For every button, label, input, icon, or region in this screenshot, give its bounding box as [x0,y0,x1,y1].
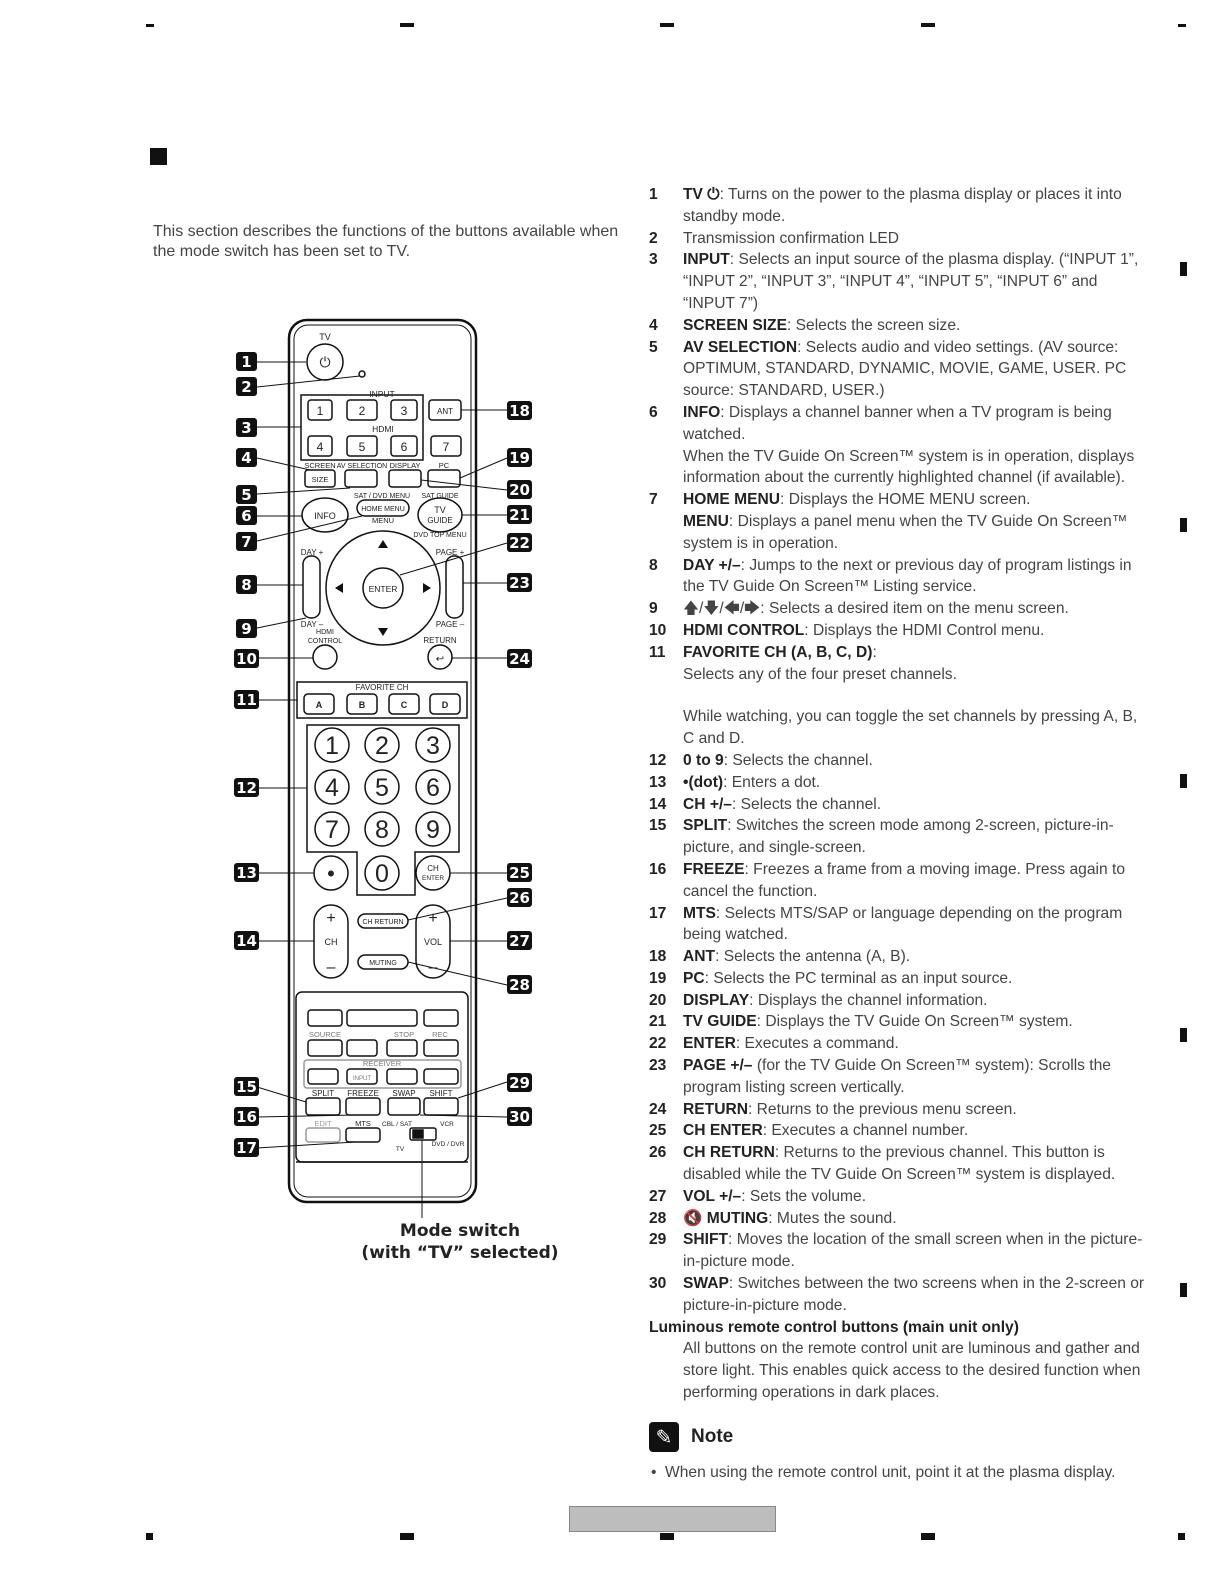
item-description: : Displays the HDMI Control menu. [804,621,1045,639]
callout-badge [507,505,532,524]
crop-mark [146,24,154,27]
intro-text: This section describes the functions of the buttons available when the mode switch has been set to TV. [153,223,619,260]
side-mark [1180,1028,1187,1042]
callout-badge [236,418,257,437]
item-title: DAY +/– [683,556,741,574]
svg-text:SAT / DVD MENU: SAT / DVD MENU [353,493,411,500]
item-title: ANT [683,948,716,966]
item-number: 17 [649,904,667,922]
svg-text:CONTROL: CONTROL [307,638,343,645]
svg-text:6: 6 [241,507,252,525]
list-item [649,642,1149,686]
svg-text:5: 5 [358,440,366,454]
item-title: 0 to 9 [683,751,724,769]
item-description: : Displays the TV Guide On Screen™ system. [756,1013,1073,1031]
svg-text:A: A [315,700,323,710]
svg-text:CH RETURN: CH RETURN [362,919,404,926]
item-description: : Returns to the previous channel. This button is disabled while the TV Guide On Screen™ system is displayed. [683,1144,1116,1184]
svg-text:DAY –: DAY – [300,620,324,629]
item-title: SPLIT [683,817,728,835]
item-description: : Returns to the previous menu screen. [747,1100,1017,1118]
svg-text:DAY +: DAY + [300,548,324,557]
list-item [649,859,1149,903]
callout-badge [236,448,257,467]
remote-label-input: INPUT [369,389,395,399]
item-number: 6 [649,403,658,421]
list-item [649,315,1149,337]
remote-label-hdmi: HDMI [372,424,394,434]
item-description: : Selects the antenna (A, B). [715,948,911,966]
svg-text:EDIT: EDIT [314,1119,332,1128]
item-title: VOL +/– [683,1187,742,1205]
svg-text:18: 18 [509,402,530,420]
svg-text:11: 11 [236,691,257,709]
item-description: : Selects the screen size. [786,316,961,334]
list-item [649,555,1149,599]
list-item [649,772,1149,794]
crop-mark [146,1533,153,1540]
item-description: : Displays the HOME MENU screen. [780,491,1031,509]
side-mark [1180,1283,1187,1297]
svg-text:7: 7 [442,440,450,454]
side-mark [1180,262,1187,276]
svg-text:MENU: MENU [371,516,395,525]
item-description: : Selects MTS/SAP or language depending on the program being watched. [683,904,1123,944]
item-number: 21 [649,1013,667,1031]
svg-text:9: 9 [426,816,440,844]
item-description: : Switches the screen mode among 2-screen, picture-in-picture, and single-screen. [683,817,1114,857]
item-number: 3 [649,251,658,269]
item-number: 19 [649,969,667,987]
svg-text:30: 30 [509,1108,530,1126]
svg-text:MTS: MTS [355,1119,371,1128]
item-number: 16 [649,860,667,878]
svg-text:–: – [428,959,438,976]
svg-text:B: B [358,700,366,710]
item-number: 14 [649,795,667,813]
crop-mark [921,1533,935,1540]
svg-text:VCR: VCR [440,1121,454,1128]
svg-text:9: 9 [241,620,252,638]
item-title: TV GUIDE [683,1013,757,1031]
svg-text:20: 20 [509,481,530,499]
luminous-text: All buttons on the remote control unit are luminous and gather and store light. This enables quick access to the desired function when performing operations in dark places. [683,1340,1141,1402]
item-title: INPUT [683,251,730,269]
svg-text:HOME MENU: HOME MENU [361,506,405,513]
svg-text:2: 2 [241,378,252,396]
item-title: PC [683,969,705,987]
svg-text:DVD TOP MENU: DVD TOP MENU [413,532,467,539]
svg-text:2: 2 [358,404,366,418]
callout-badge [507,649,532,668]
side-mark [1180,518,1187,532]
svg-text:SHIFT: SHIFT [429,1089,453,1098]
svg-text:8: 8 [375,816,389,844]
svg-text:STOP: STOP [393,1030,415,1039]
side-mark [1180,774,1187,788]
item-number: 12 [649,751,667,769]
callout-badge [234,1107,259,1126]
item-description: : Mutes the sound. [768,1209,897,1227]
item-title: 🔇 MUTING [683,1209,769,1227]
svg-text:3: 3 [426,732,440,760]
svg-text:1: 1 [325,732,339,760]
svg-text:10: 10 [236,650,257,668]
svg-text:7: 7 [325,816,339,844]
item-title: HOME MENU [683,491,781,509]
item-number: 13 [649,773,667,791]
svg-text:6: 6 [426,774,440,802]
svg-text:FAVORITE CH: FAVORITE CH [355,683,409,692]
svg-text:21: 21 [509,506,530,524]
note-box [649,1422,1149,1483]
item-description: : Selects audio and video settings. (AV source: OPTIMUM, STANDARD, DYNAMIC, MOVIE, GAME, USER. PC source: STANDARD, USER.) [683,338,1127,400]
item-title: INFO [683,403,721,421]
callout-badge [507,448,532,467]
item-title: SHIFT [683,1231,729,1249]
item-extra [683,446,1149,490]
svg-text:CBL / SAT: CBL / SAT [382,1121,412,1128]
luminous-title: Luminous remote control buttons (main unit only) [649,1318,1019,1336]
callout-badge [236,352,257,371]
item-number: 29 [649,1231,667,1249]
item-title: FAVORITE CH (A, B, C, D) [683,643,873,661]
callout-badge [236,485,257,504]
svg-text:5: 5 [241,486,252,504]
item-extra-text: When the TV Guide On Screen™ system is in operation, displays information about the currently highlighted channel (if available). [683,447,1135,487]
note-title: Note [691,1426,734,1447]
callout-badge [234,1138,259,1157]
callout-badge [234,1077,259,1096]
svg-text:SIZE: SIZE [311,475,329,484]
item-number: 23 [649,1057,667,1075]
item-title: CH RETURN [683,1144,775,1162]
svg-text:–: – [326,959,336,976]
svg-text:13: 13 [236,864,257,882]
button-function-list [649,184,1149,1404]
item-number: 28 [649,1209,667,1227]
item-title: AV SELECTION [683,338,798,356]
callout-badge [234,863,259,882]
svg-text:27: 27 [509,932,530,950]
item-title: ENTER [683,1035,736,1053]
svg-text:26: 26 [509,889,530,907]
item-description: : Turns on the power to the plasma display or places it into standby mode. [683,186,1122,225]
item-description: : Executes a channel number. [762,1122,969,1140]
item-description: : Enters a dot. [723,773,821,791]
svg-text:SAT GUIDE: SAT GUIDE [421,493,459,500]
svg-text:0: 0 [375,860,389,888]
callout-badge [234,778,259,797]
item-number: 20 [649,991,667,1009]
svg-text:7: 7 [241,533,252,551]
page-number-box [569,1506,776,1532]
svg-text:ENTER: ENTER [368,584,398,594]
svg-text:SWAP: SWAP [392,1089,416,1098]
crop-mark [921,23,935,27]
svg-text:SOURCE: SOURCE [308,1030,342,1039]
item-number: 26 [649,1144,667,1162]
item-description: (for the TV Guide On Screen™ system): Scrolls the program listing screen vertically. [683,1057,1111,1096]
callout-badge [507,1073,532,1092]
svg-text:GUIDE: GUIDE [427,516,453,525]
item-number: 8 [649,556,658,574]
list-item [649,1186,1149,1208]
item-number: 1 [649,186,658,203]
item-number: 27 [649,1187,667,1205]
item-number: 11 [649,643,666,661]
svg-text:3: 3 [400,404,408,418]
item-title: CH +/– [683,795,732,813]
item-number: 25 [649,1122,667,1140]
svg-text:FREEZE: FREEZE [347,1089,379,1098]
svg-text:4: 4 [325,774,339,802]
item-extra [683,511,1149,555]
callout-badge [507,1107,532,1126]
svg-text:VOL: VOL [423,937,443,947]
svg-text:RECEIVER: RECEIVER [362,1059,402,1068]
item-extra-text: Selects any of the four preset channels. [683,665,957,683]
item-description: : Selects an input source of the plasma display. (“INPUT 1”, “INPUT 2”, “INPUT 3”, “INPUT 4”, “INPUT 5”, “INPUT 6” and “INPUT 7”) [683,251,1139,312]
item-title: DISPLAY [683,991,750,1009]
svg-text:PAGE –: PAGE – [435,620,465,629]
item-title: FREEZE [683,860,745,878]
svg-text:HDMI: HDMI [316,629,334,636]
list-item [649,620,1149,642]
item-title: •(dot) [683,773,724,791]
callout-badge [234,649,259,668]
list-item [649,794,1149,816]
list-item [649,1229,1149,1273]
item-description: : Selects the PC terminal as an input source. [704,969,1013,987]
item-number: 18 [649,948,667,966]
list-item [649,1055,1149,1099]
item-description: : Selects the channel. [723,751,873,769]
item-number: 30 [649,1275,667,1293]
item-title: SCREEN SIZE [683,316,787,334]
item-description: 🡅/🡇/🡄/🡆: Selects a desired item on the menu screen. [683,600,1069,618]
svg-text:3: 3 [241,419,252,437]
item-number: 9 [649,600,658,618]
svg-text:25: 25 [509,864,530,882]
pencil-icon: ✎ [649,1422,679,1452]
item-description: Transmission confirmation LED [683,229,900,247]
svg-text:PC: PC [438,461,450,470]
svg-text:22: 22 [509,534,530,552]
crop-mark [400,1533,414,1540]
svg-text:PAGE +: PAGE + [435,548,465,557]
callout-badge [507,573,532,592]
svg-text:28: 28 [509,976,530,994]
callout-badge [507,863,532,882]
callout-badge [507,533,532,552]
item-extra-text: : Displays a panel menu when the TV Guide On Screen™ system is in operation. [683,512,1128,552]
svg-text:4: 4 [241,449,252,467]
section-square-marker [150,148,167,165]
list-item [649,990,1149,1012]
callout-badge [507,931,532,950]
item-number: 22 [649,1035,667,1053]
svg-text:1: 1 [316,404,324,418]
list-item [649,946,1149,968]
item-title: MTS [683,904,716,922]
svg-text:CH: CH [324,937,338,947]
remote-label-tv: TV [319,332,331,342]
callout-badge [236,619,257,638]
crop-mark [660,1533,674,1540]
svg-text:ENTER: ENTER [421,875,445,882]
item-title: RETURN [683,1100,748,1118]
svg-text:AV SELECTION: AV SELECTION [336,463,388,470]
remote-control-illustration [140,300,560,1220]
callout-badge [236,575,257,594]
svg-text:4: 4 [316,440,324,454]
svg-text:+: + [428,910,438,927]
item-description: : Moves the location of the small screen when in the picture-in-picture mode. [683,1231,1143,1271]
svg-text:SCREEN: SCREEN [304,461,336,470]
item-title: TV ⏻ [683,186,720,203]
svg-text:C: C [400,700,408,710]
item-description: : Displays a channel banner when a TV program is being watched. [683,403,1112,443]
crop-mark [400,23,414,27]
item-number: 15 [649,817,667,835]
list-item [649,1142,1149,1186]
list-item [649,1120,1149,1142]
list-item [649,968,1149,990]
svg-text:29: 29 [509,1074,530,1092]
crop-mark [660,23,674,27]
list-item [649,228,1149,250]
svg-text:DVD / DVR: DVD / DVR [431,1141,465,1148]
item-extra [683,664,1149,686]
svg-text:+: + [326,910,336,927]
item-description: : Switches between the two screens when in the 2-screen or picture-in-picture mode. [683,1275,1145,1314]
svg-text:TV: TV [434,505,446,515]
callout-badge [236,377,257,396]
list-item [649,1208,1149,1230]
svg-text:DISPLAY: DISPLAY [389,461,421,470]
callout-badge [507,975,532,994]
mode-switch-caption: Mode switch (with “TV” selected) [361,1221,559,1263]
svg-text:14: 14 [236,932,257,950]
callout-badge [234,931,259,950]
list-item [649,903,1149,947]
svg-text:24: 24 [509,650,530,668]
list-item [649,1011,1149,1033]
svg-text:REC: REC [432,1030,448,1039]
svg-text:5: 5 [375,774,389,802]
svg-text:19: 19 [509,449,530,467]
item-description: : Displays the channel information. [749,991,988,1009]
list-item [649,249,1149,314]
svg-text:8: 8 [241,576,252,594]
list-item [649,184,1149,228]
svg-text:MUTING: MUTING [369,960,397,967]
svg-text:CH: CH [427,864,439,873]
callout-badge [236,532,257,551]
list-item [649,750,1149,772]
callout-badge [507,888,532,907]
svg-text:17: 17 [236,1139,257,1157]
crop-mark [1178,1533,1185,1540]
list-item [649,489,1149,554]
item-number: 7 [649,491,658,509]
item-number: 2 [649,229,658,247]
svg-text:12: 12 [236,779,257,797]
svg-text:•: • [327,861,335,886]
svg-text:TV: TV [395,1146,405,1153]
item-description: : [872,643,877,661]
svg-text:INPUT: INPUT [353,1076,371,1082]
list-item [649,402,1149,489]
item-number: 4 [649,316,658,334]
svg-text:16: 16 [236,1108,257,1126]
crop-mark [1178,24,1186,27]
item-title: HDMI CONTROL [683,621,805,639]
remote-label-ant: ANT [437,407,453,416]
favorite-note: While watching, you can toggle the set channels by pressing A, B, C and D. [683,708,1138,748]
svg-text:D: D [441,700,449,710]
item-number: 24 [649,1100,667,1118]
item-extra-title: MENU [683,512,729,530]
note-bullet: • When using the remote control unit, point it at the plasma display. [649,1462,1149,1483]
svg-text:↩: ↩ [435,654,445,665]
svg-text:23: 23 [509,574,530,592]
svg-text:6: 6 [400,440,408,454]
list-item [649,1033,1149,1055]
list-item [649,1273,1149,1317]
svg-text:15: 15 [236,1078,257,1096]
list-item [649,337,1149,402]
item-description: : Jumps to the next or previous day of program listings in the TV Guide On Screen™ Listing service. [683,556,1132,596]
svg-text:2: 2 [375,732,389,760]
list-item [649,598,1149,620]
callout-badge [234,690,259,709]
svg-text:SPLIT: SPLIT [311,1089,335,1098]
item-number: 10 [649,621,667,639]
callout-badge [507,401,532,420]
item-title: SWAP [683,1275,729,1293]
svg-text:RETURN: RETURN [423,636,457,645]
item-description: : Selects the channel. [731,795,882,813]
item-title: PAGE +/– [683,1057,753,1075]
svg-text:⏻: ⏻ [319,354,331,370]
item-number: 5 [649,338,658,356]
item-description: : Executes a command. [735,1035,899,1053]
item-description: : Sets the volume. [741,1187,867,1205]
list-item [649,1099,1149,1121]
callout-badge [236,506,257,525]
svg-text:1: 1 [241,353,252,371]
item-title: CH ENTER [683,1122,763,1140]
item-description: : Freezes a frame from a moving image. Press again to cancel the function. [683,860,1125,900]
svg-text:INFO: INFO [314,511,336,521]
list-item [649,815,1149,859]
callout-badge [507,480,532,499]
